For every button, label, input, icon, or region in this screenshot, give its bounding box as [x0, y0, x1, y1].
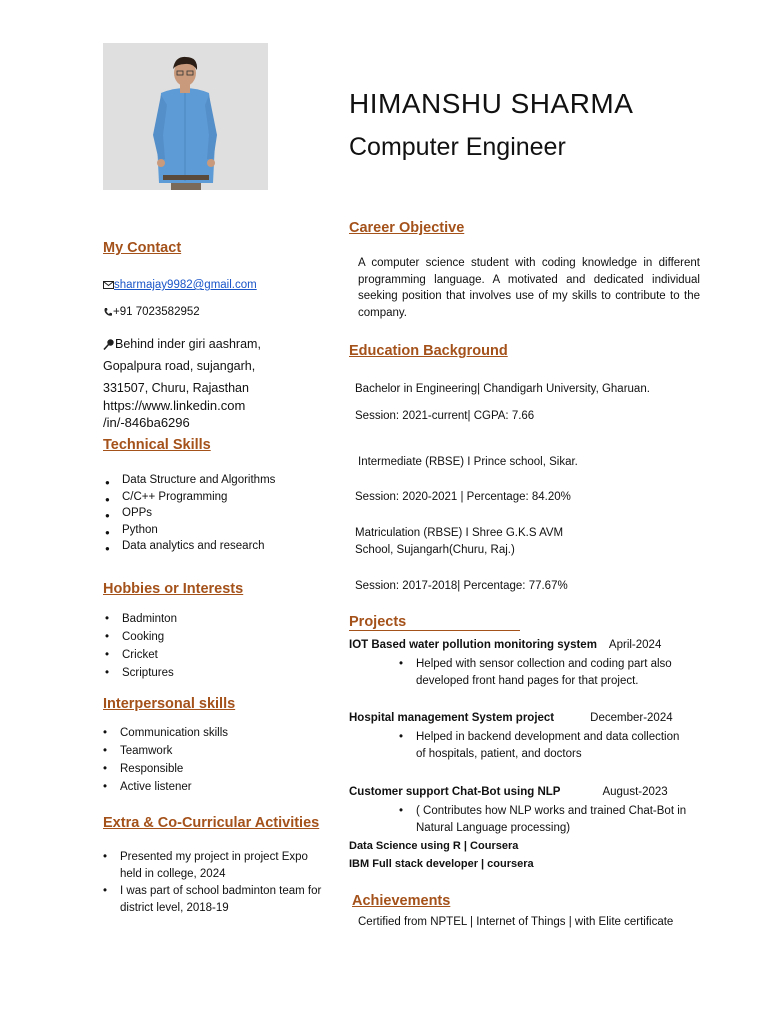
linkedin-line-1: https://www.linkedin.com: [103, 398, 246, 413]
address-line-3: 331507, Churu, Rajasthan: [103, 381, 249, 395]
career-objective-text: A computer science student with coding knowledge in different programming language. A motivated and dedicated individual seeking position that involves use of my skills to contribute to the company.: [358, 257, 700, 319]
list-item: ● C/C++ Programming: [103, 489, 333, 506]
project-3-date: August-2023: [602, 786, 668, 798]
list-item: ● Data Structure and Algorithms: [103, 472, 333, 489]
project-3-line-2: Natural Language processing): [416, 822, 571, 834]
project-2-line-1: Helped in backend development and data collection: [416, 731, 680, 743]
education-degree: Bachelor in Engineering| Chandigarh University, Gharuan.: [355, 383, 650, 395]
technical-skills-list: [103, 472, 333, 555]
list-item: • Cricket: [103, 646, 323, 664]
interpersonal-heading: Interpersonal skills: [103, 696, 236, 712]
education-matric-session: Session: 2017-2018| Percentage: 77.67%: [355, 580, 568, 592]
list-item: [397, 656, 707, 690]
hobbies-heading: Hobbies or Interests: [103, 581, 244, 597]
course-2: IBM Full stack developer | coursera: [349, 858, 534, 870]
phone-number: +91 7023582952: [113, 306, 200, 318]
extracurricular-list: [101, 849, 323, 916]
course-1: Data Science using R | Coursera: [349, 840, 519, 852]
contact-email-row: [103, 277, 257, 293]
linkedin-line-2: /in/-846ba6296: [103, 415, 190, 430]
education-degree-session: Session: 2021-current| CGPA: 7.66: [355, 410, 535, 422]
mail-icon: [103, 281, 114, 289]
list-item: • Cooking: [103, 628, 323, 646]
address-line-2: Gopalpura road, sujangarh,: [103, 359, 256, 373]
interpersonal-list: [101, 724, 321, 796]
education-heading: Education Background: [349, 343, 508, 359]
project-3-header: [349, 784, 668, 800]
technical-skills-heading: Technical Skills: [103, 437, 211, 453]
project-2-date: December-2024: [590, 712, 673, 724]
project-2-header: [349, 710, 673, 726]
list-item: • Badminton: [103, 610, 323, 628]
list-item: ● Python: [103, 522, 333, 539]
list-item: ● Data analytics and research: [103, 538, 333, 555]
list-item: [397, 729, 707, 763]
candidate-title: Computer Engineer: [349, 133, 566, 161]
list-item: • Presented my project in project Expo held in college, 2024: [101, 849, 323, 882]
address-line-1: Behind inder giri aashram,: [115, 337, 261, 351]
linkedin-url[interactable]: [103, 397, 245, 431]
project-1-details: [397, 656, 707, 690]
list-item: • Teamwork: [101, 742, 321, 760]
project-2-title: Hospital management System project: [349, 712, 555, 724]
project-2-line-2: of hospitals, patient, and doctors: [416, 748, 582, 760]
candidate-name: HIMANSHU SHARMA: [349, 88, 634, 119]
matric-line-2: School, Sujangarh(Churu, Raj.): [355, 544, 515, 556]
education-intermediate-session: Session: 2020-2021 | Percentage: 84.20%: [355, 491, 571, 503]
career-objective-heading: Career Objective: [349, 220, 465, 236]
project-1-date: April-2024: [608, 639, 662, 651]
list-item: • I was part of school badminton team for district level, 2018-19: [101, 883, 323, 916]
project-3-title: Customer support Chat-Bot using NLP: [349, 786, 561, 798]
contact-heading: My Contact: [103, 240, 182, 256]
list-item: • Communication skills: [101, 724, 321, 742]
contact-phone-row: [103, 304, 200, 320]
matric-line-1: Matriculation (RBSE) I Shree G.K.S AVM: [355, 527, 564, 539]
achievements-heading: Achievements: [352, 893, 451, 909]
list-item: • Active listener: [101, 778, 321, 796]
project-3-details: [397, 803, 717, 837]
person-illustration: [103, 43, 268, 190]
project-3-line-1: ( Contributes how NLP works and trained Chat-Bot in: [416, 805, 687, 817]
hobbies-list: [103, 610, 323, 682]
contact-address: [103, 335, 261, 398]
project-1-title: IOT Based water pollution monitoring system: [349, 639, 597, 651]
location-icon: [103, 339, 115, 350]
list-item: • Responsible: [101, 760, 321, 778]
project-1-header: [349, 637, 661, 653]
extracurricular-heading: Extra & Co-Curricular Activities: [103, 815, 320, 831]
phone-icon: [103, 307, 113, 317]
project-1-line-1: Helped with sensor collection and coding part also: [416, 658, 672, 670]
education-matriculation: [355, 525, 563, 559]
project-1-line-2: developed front hand pages for that project.: [416, 675, 639, 687]
projects-heading: Projects: [349, 615, 520, 631]
project-2-details: [397, 729, 707, 763]
list-item: • Scriptures: [103, 664, 323, 682]
education-intermediate: Intermediate (RBSE) I Prince school, Sikar.: [358, 456, 578, 468]
email-link[interactable]: sharmajay9982@gmail.com: [114, 279, 257, 291]
profile-photo: [103, 43, 268, 190]
list-item: [397, 803, 717, 837]
list-item: ● OPPs: [103, 505, 333, 522]
achievements-text: Certified from NPTEL | Internet of Things | with Elite certificate: [358, 916, 674, 928]
